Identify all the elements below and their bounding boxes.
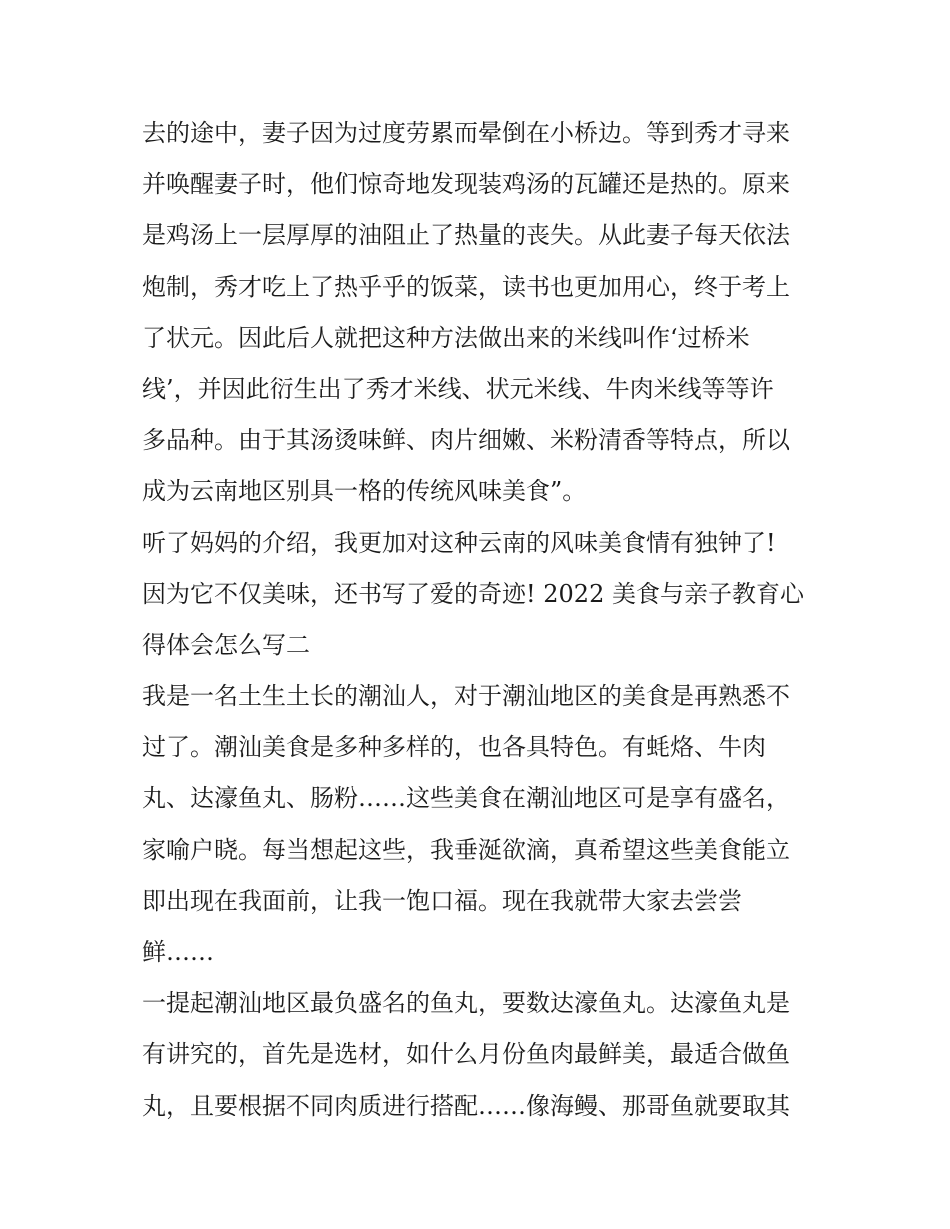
text-line: 线’，并因此衍生出了秀才米线、状元米线、牛肉米线等等许	[142, 374, 774, 403]
text-line: 成为云南地区别具一格的传统风味美食”。	[142, 477, 587, 506]
text-line: 去的途中，妻子因为过度劳累而晕倒在小桥边。等到秀才寻来	[142, 119, 790, 147]
body-text	[142, 108, 822, 1132]
text-line: 我是一名土生土长的潮汕人，对于潮汕地区的美食是再熟悉不	[142, 682, 790, 711]
text-line: 多品种。由于其汤烫味鲜、肉片细嫩、米粉清香等特点，所以	[142, 426, 790, 455]
text-line: 并唤醒妻子时，他们惊奇地发现装鸡汤的瓦罐还是热的。原来	[142, 170, 790, 199]
text-line: 过了。潮汕美食是多种多样的，也各具特色。有蚝烙、牛肉	[142, 733, 766, 762]
text-line: 家喻户晓。每当想起这些，我垂涎欲滴，真希望这些美食能立	[142, 835, 790, 864]
text-line: 一提起潮汕地区最负盛名的鱼丸，要数达濠鱼丸。达濠鱼丸是	[142, 989, 790, 1018]
text-line: 鲜……	[142, 938, 214, 966]
text-line: 丸，且要根据不同肉质进行搭配……像海鳗、那哥鱼就要取其	[142, 1091, 790, 1120]
text-line: 是鸡汤上一层厚厚的油阻止了热量的丧失。从此妻子每天依法	[142, 221, 790, 250]
text-line: 丸、达濠鱼丸、肠粉……这些美食在潮汕地区可是享有盛名，	[142, 784, 790, 813]
text-line: 因为它不仅美味，还书写了爱的奇迹! 2022 美食与亲子教育心	[142, 579, 804, 608]
text-line: 听了妈妈的介绍，我更加对这种云南的风味美食情有独钟了!	[142, 528, 776, 557]
text-line: 炮制，秀才吃上了热乎乎的饭菜，读书也更加用心，终于考上	[142, 272, 790, 301]
text-line: 了状元。因此后人就把这种方法做出来的米线叫作‘过桥米	[142, 323, 750, 352]
text-line: 得体会怎么写二	[142, 630, 310, 659]
text-line: 有讲究的，首先是选材，如什么月份鱼肉最鲜美，最适合做鱼	[142, 1040, 790, 1069]
text-line: 即出现在我面前，让我一饱口福。现在我就带大家去尝尝	[142, 886, 742, 915]
